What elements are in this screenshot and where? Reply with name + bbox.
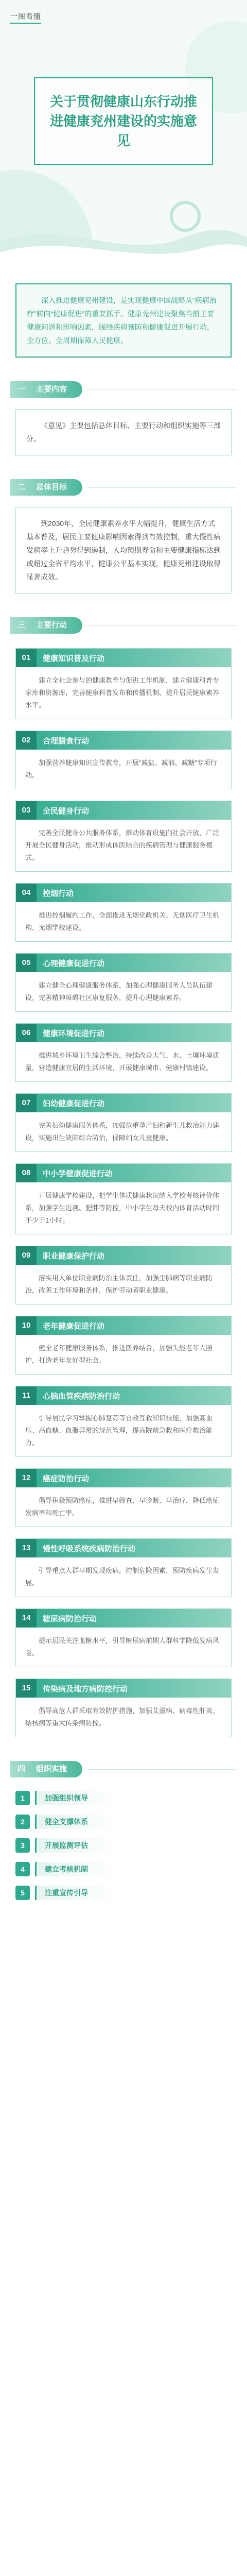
action-number: 02: [16, 731, 37, 750]
action-number: 14: [16, 1609, 37, 1628]
divider: [87, 1769, 237, 1770]
action-text: 倡导积极预防癌症，推进早筛查、早诊断、早治疗，降低癌症发病率和死亡率。: [25, 1497, 220, 1517]
action-title: 慢性呼吸系统疾病防治行动: [43, 1544, 136, 1553]
section-header-3: [10, 614, 237, 637]
action-text: 推进控烟履约工作，全面推进无烟党政机关、无烟医疗卫生机构、无烟学校建设。: [25, 911, 220, 931]
action-card: [15, 953, 232, 1012]
action-text: 引导居民学习掌握心肺复苏等自救互救知识技能，加强高血压、高血糖、血脂异常的规范管理，提高院前急救和医疗救治能力。: [25, 1414, 213, 1447]
action-card: [15, 1023, 232, 1082]
org-item: [15, 1815, 232, 1829]
header-banner: [0, 0, 247, 268]
action-number: 13: [16, 1539, 37, 1557]
action-number: 05: [16, 954, 37, 972]
section-title: 总体目标: [36, 483, 67, 492]
section-header-2: [10, 476, 237, 499]
action-text: 建立全社会参与的健康教育与促进工作机制，建立健康科普专家库和资源库，完善健康科普发布和传播机制，提升居民健康素养水平。: [25, 676, 220, 709]
action-text: 落实用人单位职业病防治主体责任，加强尘肺病等职业病防治，改善工作环境和条件，保护劳动者职业健康。: [25, 1274, 213, 1294]
action-card: [15, 731, 232, 789]
action-number: 04: [16, 884, 37, 902]
action-number: 11: [16, 1386, 37, 1405]
org-label: 开展监测评估: [35, 1838, 117, 1853]
org-number: 5: [15, 1886, 30, 1900]
section-number: 四: [17, 1765, 26, 1773]
title-box: [34, 77, 213, 165]
action-text: 推进城乡环境卫生综合整治，持续改善大气、水、土壤环境质量，营造健康宜居的生活环境，开展健康城市、健康村镇建设。: [25, 1052, 220, 1072]
action-title: 控烟行动: [43, 889, 74, 898]
section-2-text: 到2030年，全民健康素养水平大幅提升，健康生活方式基本普及，居民主要健康影响因素得到有效控制，重大慢性病发病率上升趋势得到遏制，人均预期寿命和主要健康指标达到或超过全省平均水平，健康公平基本实现，健康兖州建设取得显著成效。: [15, 507, 232, 594]
action-text: 完善全民健身公共服务体系，推动体育设施向社会开放，广泛开展全民健身活动，推动形成体医结合的疾病管理与健康服务模式。: [25, 829, 220, 861]
divider: [87, 625, 237, 626]
divider: [87, 487, 237, 488]
action-card: [15, 1386, 232, 1457]
org-number: 4: [15, 1862, 30, 1876]
action-title: 癌症防治行动: [43, 1474, 90, 1483]
action-card: [15, 1538, 232, 1597]
action-number: 06: [16, 1024, 37, 1042]
action-number: 03: [16, 801, 37, 820]
intro-text: 深入推进健康兖州建设，是实现健康中国战略从“疾病治疗”转向“健康促进”的重要抓手。健康兖州建设聚焦当前主要健康问题和影响因素，围绕疾病预防和健康促进开展行动，全方位、全周期保障人民健康。: [15, 283, 232, 358]
action-title: 健康环境促进行动: [43, 1029, 105, 1038]
org-item: [15, 1838, 232, 1853]
action-card: [15, 1679, 232, 1737]
section-1-text: 《意见》主要包括总体目标、主要行动和组织实施等三部分。: [15, 409, 232, 455]
action-title: 健康知识普及行动: [43, 654, 105, 663]
action-card: [15, 1163, 232, 1234]
action-number: 08: [16, 1164, 37, 1182]
action-number: 07: [16, 1094, 37, 1112]
org-label: 建立考核机制: [35, 1862, 117, 1876]
action-card: [15, 883, 232, 942]
action-card: [15, 1246, 232, 1304]
decor-wave: [0, 206, 247, 268]
org-label: 注重宣传引导: [35, 1886, 117, 1900]
action-number: 15: [16, 1679, 37, 1698]
action-title: 糖尿病防治行动: [43, 1614, 97, 1623]
section-title: 主要行动: [36, 621, 67, 630]
action-title: 合理膳食行动: [43, 736, 90, 745]
org-number: 3: [15, 1838, 30, 1853]
action-text: 建立健全心理健康服务体系，加强心理健康服务人员队伍建设，完善精神障碍社区康复服务，提升心理健康素养。: [25, 981, 213, 1002]
action-title: 老年健康促进行动: [43, 1321, 105, 1331]
action-card: [15, 1093, 232, 1152]
action-card: [15, 1468, 232, 1527]
page-title: 关于贯彻健康山东行动推进健康兖州建设的实施意见: [49, 94, 197, 148]
org-label: 加强组织领导: [35, 1791, 117, 1805]
org-list: [15, 1791, 232, 1900]
action-card: [15, 1608, 232, 1667]
org-number: 1: [15, 1791, 30, 1805]
section-number: 三: [17, 621, 26, 630]
section-title: 组织实施: [36, 1765, 67, 1773]
action-number: 09: [16, 1246, 37, 1265]
action-title: 传染病及地方病防控行动: [43, 1684, 128, 1693]
action-card: [15, 1316, 232, 1375]
action-text: 加强营养健康知识宣传教育，开展“减盐、减油、减糖”专项行动。: [25, 759, 217, 779]
action-card: [15, 648, 232, 719]
org-label: 健全支撑体系: [35, 1815, 117, 1829]
org-item: [15, 1886, 232, 1900]
section-title: 主要内容: [36, 385, 67, 394]
action-text: 完善妇幼健康服务体系，加强危重孕产妇和新生儿救治能力建设，实施出生缺陷综合防治，保障妇女儿童健康。: [25, 1122, 220, 1142]
org-item: [15, 1791, 232, 1805]
section-header-4: [10, 1758, 237, 1781]
action-text: 健全老年健康服务体系，推进医养结合，加强失能老年人照护，打造老年友好型社会。: [25, 1344, 213, 1364]
action-text: 开展健康学校建设，把学生体质健康状况纳入学校考核评价体系，加强学生近视、肥胖等防控，中小学生每天校内体育活动时间不少于1小时。: [25, 1192, 220, 1224]
section-header-1: [10, 378, 237, 401]
org-item: [15, 1862, 232, 1876]
action-title: 全民健身行动: [43, 806, 90, 816]
divider: [87, 389, 237, 390]
action-number: 12: [16, 1469, 37, 1487]
section-number: 二: [17, 483, 26, 492]
org-number: 2: [15, 1815, 30, 1829]
action-number: 10: [16, 1316, 37, 1335]
action-card: [15, 801, 232, 872]
action-title: 妇幼健康促进行动: [43, 1099, 105, 1108]
action-text: 引导重点人群早期发现疾病，控制危险因素，预防疾病发生发展。: [25, 1567, 220, 1587]
action-text: 倡导高危人群采取有效防护措施，加强艾滋病、病毒性肝炎、结核病等重大传染病防控。: [25, 1707, 220, 1727]
action-title: 心理健康促进行动: [43, 959, 105, 968]
header-tag: 一图看懂: [10, 11, 41, 24]
action-title: 职业健康保护行动: [43, 1251, 105, 1261]
action-title: 中小学健康促进行动: [43, 1169, 113, 1178]
action-number: 01: [16, 649, 37, 667]
section-number: 一: [17, 385, 26, 394]
action-title: 心脑血管疾病防治行动: [43, 1392, 120, 1401]
action-text: 提示居民关注血糖水平，引导糖尿病前期人群科学降低发病风险。: [25, 1637, 220, 1657]
